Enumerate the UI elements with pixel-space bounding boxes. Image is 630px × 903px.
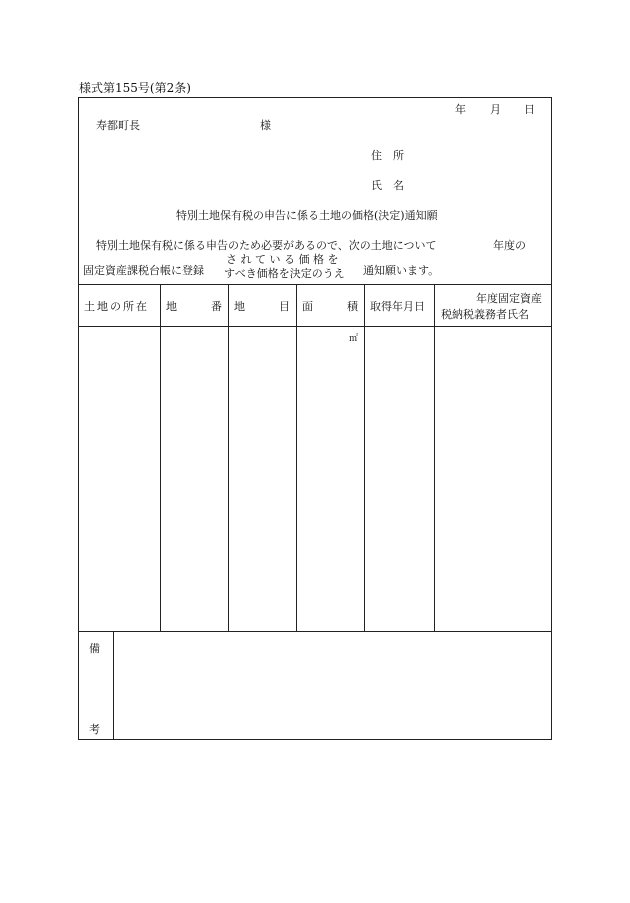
remarks-divider: [113, 631, 114, 740]
body-line1: 特別土地保有税に係る申告のため必要があるので、次の土地について: [96, 239, 437, 252]
table-col-divider: [228, 284, 229, 631]
table-col-divider: [434, 284, 435, 631]
applicant-name-label: 氏 名: [371, 179, 404, 192]
table-header-divider: [78, 326, 552, 327]
header-land-category: [234, 298, 290, 314]
body-fiscal-year: 年度の: [493, 239, 526, 252]
table-col-divider: [364, 284, 365, 631]
table-col-divider: [160, 284, 161, 631]
header-acquisition-date: 取得年月日: [370, 300, 425, 313]
applicant-address-label: 住 所: [371, 149, 404, 162]
table-top-border: [78, 284, 552, 285]
body-line2-suffix: 通知願います。: [363, 264, 440, 277]
table-col-divider: [296, 284, 297, 631]
header-taxpayer-line2: 税納税義務者氏名: [441, 308, 529, 321]
header-taxpayer-line1: 年度固定資産: [476, 292, 542, 305]
header-area-char2: 積: [347, 300, 358, 313]
addressee-name: 寿都町長: [96, 119, 140, 132]
form-title: 特別土地保有税の申告に係る土地の価格(決定)通知願: [176, 209, 438, 222]
header-lot-number: [166, 298, 222, 314]
header-area: [302, 298, 358, 314]
body-option-to-be-decided: すべき価格を決定のうえ: [224, 267, 345, 280]
table-bottom-border: [78, 631, 552, 632]
addressee-honorific: 様: [260, 119, 271, 132]
header-land-category-char2: 目: [279, 300, 290, 313]
header-land-category-char1: 地: [234, 300, 245, 313]
remarks-label-bottom: 考: [89, 723, 100, 736]
date-year-label: 年: [455, 103, 466, 116]
date-month-label: 月: [490, 103, 501, 116]
form-frame: [78, 97, 552, 740]
header-lot-number-char2: 番: [211, 300, 222, 313]
remarks-label-top: 備: [89, 642, 100, 655]
header-area-char1: 面: [302, 300, 313, 313]
body-option-registered: さ れ て い る 価 格 を: [226, 253, 339, 266]
header-location: 土地の所在: [84, 300, 149, 313]
body-line2-prefix: 固定資産課税台帳に登録: [83, 264, 204, 277]
date-day-label: 日: [524, 103, 535, 116]
area-unit-label: ㎡: [349, 334, 359, 344]
header-lot-number-char1: 地: [166, 300, 177, 313]
form-number: 様式第155号(第2条): [79, 81, 191, 95]
